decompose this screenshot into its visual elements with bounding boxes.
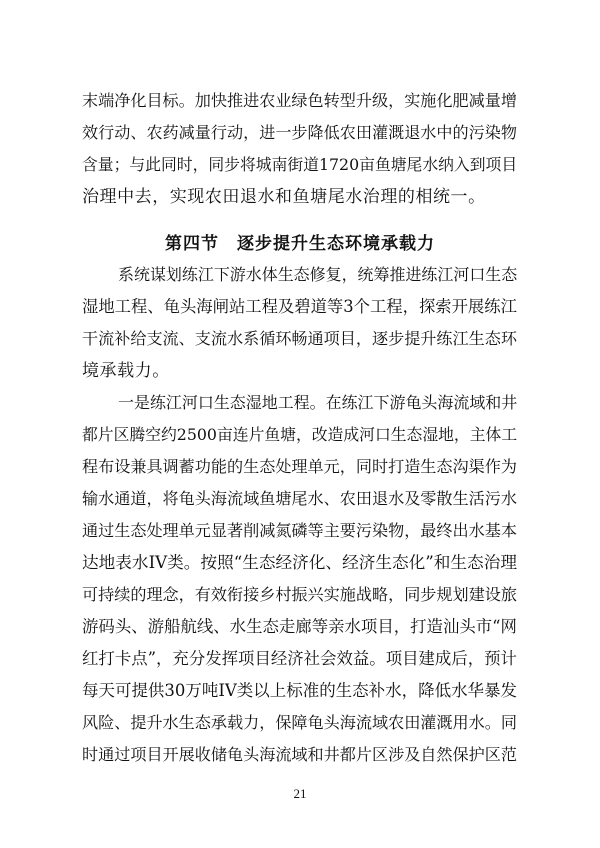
- text-line: 时通过项目开展收储龟头海流域和井都片区涉及自然保护区范: [82, 745, 517, 764]
- text-line: 治理中去，实现农田退水和鱼塘尾水治理的相统一。: [82, 187, 486, 207]
- text-line: 干流补给支流、支流水系循环畅通项目，逐步提升练江生态环: [82, 329, 517, 348]
- section-heading: 第四节 逐步提升生态环境承载力: [165, 234, 435, 254]
- text-line: 通过生态处理单元显著削减氮磷等主要污染物，最终出水基本: [82, 521, 517, 540]
- text-line: 都片区腾空约2500亩连片鱼塘，改造成河口生态湿地，主体工: [82, 425, 518, 444]
- text-line: 湿地工程、龟头海闸站工程及碧道等3个工程，探索开展练江: [82, 297, 517, 316]
- text-line: 一是练江河口生态湿地工程。在练江下游龟头海流域和井: [118, 393, 518, 412]
- text-line: 系统谋划练江下游水体生态修复，统筹推进练江河口生态: [118, 265, 518, 284]
- text-line: 输水通道，将龟头海流域鱼塘尾水、农田退水及零散生活污水: [82, 489, 517, 508]
- text-line: 红打卡点”，充分发挥项目经济社会效益。项目建成后，预计: [82, 649, 517, 668]
- text-line: 效行动、农药减量行动，进一步降低农田灌溉退水中的污染物: [82, 123, 517, 142]
- text-line: 达地表水IV类。按照“生态经济化、经济生态化”和生态治理: [82, 553, 517, 572]
- text-line: 游码头、游船航线、水生态走廊等亲水项目，打造汕头市“网: [82, 617, 517, 636]
- text-line: 含量；与此同时，同步将城南街道1720亩鱼塘尾水纳入到项目: [82, 155, 518, 174]
- page-number: 21: [293, 786, 307, 801]
- text-line: 风险、提升水生态承载力，保障龟头海流域农田灌溉用水。同: [82, 713, 517, 732]
- text-line: 境承载力。: [82, 361, 170, 381]
- text-line: 可持续的理念，有效衔接乡村振兴实施战略，同步规划建设旅: [82, 585, 517, 604]
- text-line: 程布设兼具调蓄功能的生态处理单元，同时打造生态沟渠作为: [82, 457, 517, 476]
- text-line: 末端净化目标。加快推进农业绿色转型升级，实施化肥减量增: [82, 91, 517, 110]
- text-line: 每天可提供30万吨IV类以上标准的生态补水，降低水华暴发: [82, 681, 518, 700]
